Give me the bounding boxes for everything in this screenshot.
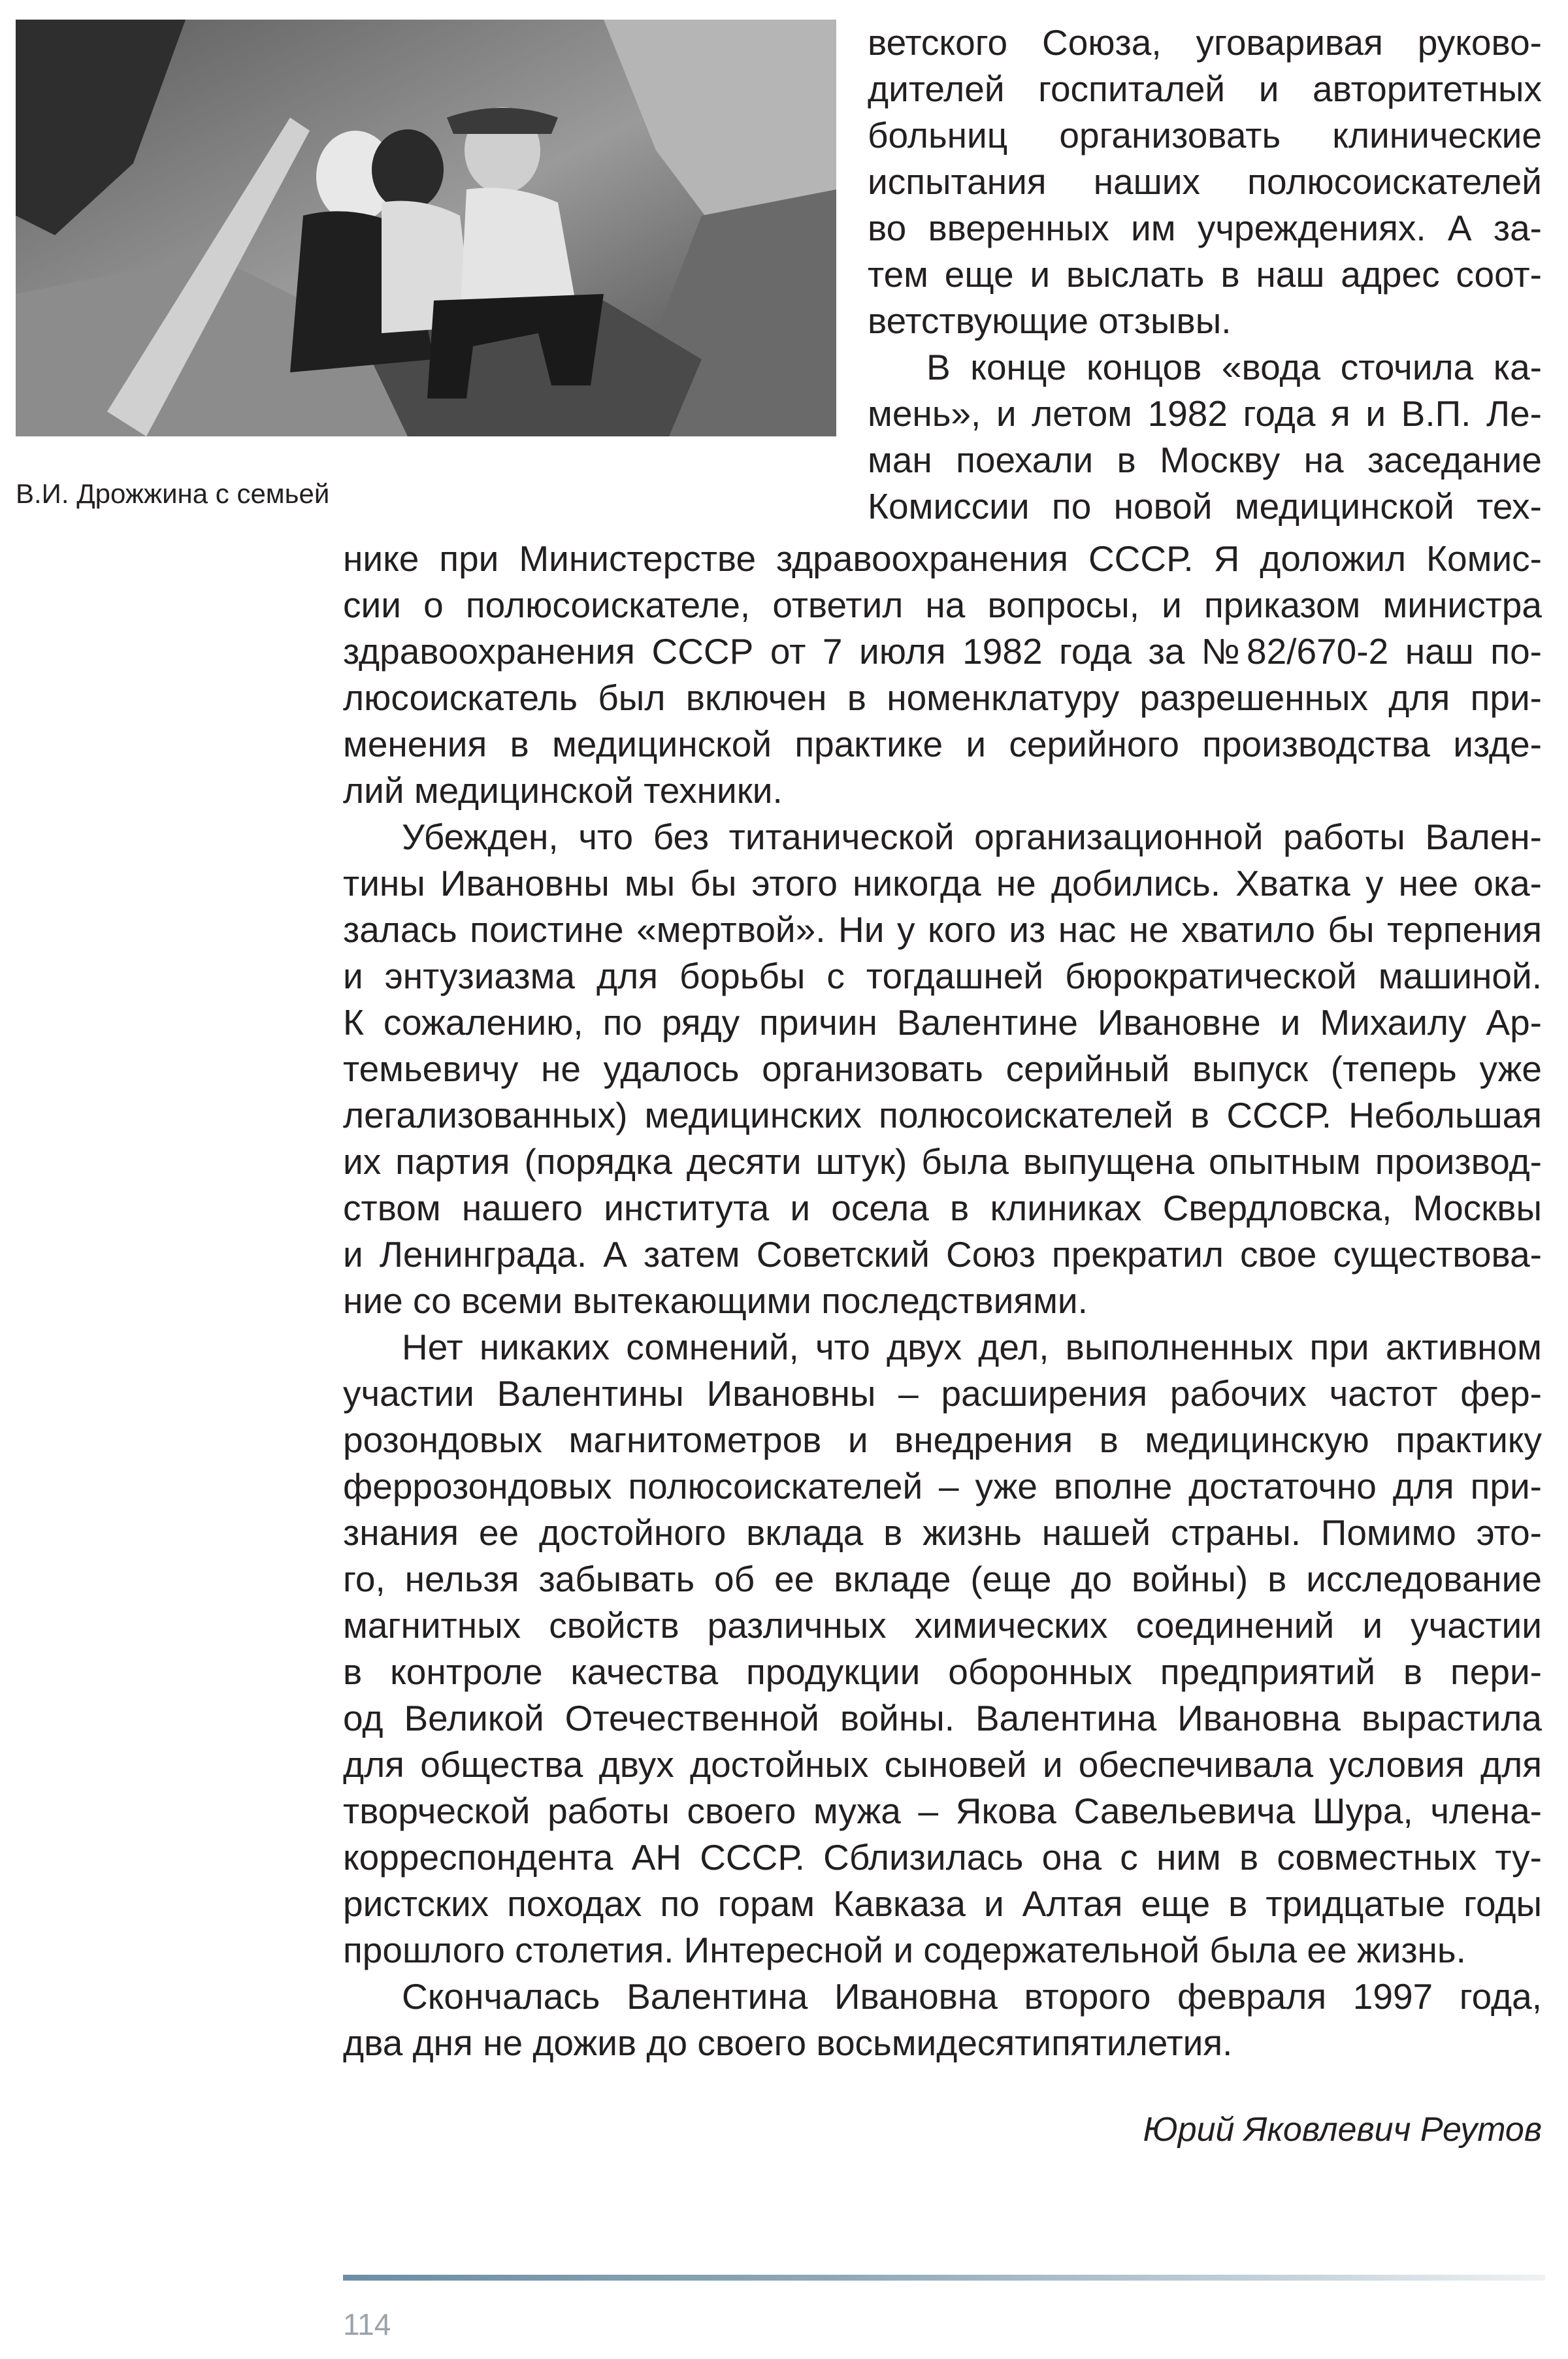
text-line: магнитных свойств различных химических соединений и участии — [343, 1605, 1542, 1646]
article-text-main — [343, 536, 1542, 2066]
text-line: Комиссии по новой медицинской тех- — [868, 486, 1542, 527]
text-line: тем еще и выслать в наш адрес соот- — [868, 254, 1542, 295]
text-line: знания ее достойного вклада в жизнь нашей страны. Помимо это- — [343, 1512, 1542, 1553]
page-number: 114 — [343, 2307, 391, 2341]
text-line: в контроле качества продукции оборонных предприятий в пери- — [343, 1651, 1542, 1692]
text-line: прошлого столетия. Интересной и содержательной была ее жизнь. — [343, 1930, 1466, 1970]
text-line: нике при Министерстве здравоохранения СССР. Я доложил Комис- — [343, 538, 1542, 579]
text-line: ман поехали в Москву на заседание — [868, 440, 1542, 480]
text-line: здравоохранения СССР от 7 июля 1982 года за №82/670-2 наш по- — [343, 631, 1542, 672]
text-line: ристских походах по горам Кавказа и Алтая еще в тридцатые годы — [343, 1883, 1542, 1924]
text-line: В конце концов «вода сточила ка- — [926, 347, 1542, 387]
text-line: од Великой Отечественной войны. Валентина Ивановна вырастила — [343, 1698, 1542, 1738]
text-line: корреспондента АН СССР. Сблизилась она с ним в совместных ту- — [343, 1837, 1542, 1878]
photo-image — [16, 20, 836, 436]
text-line: менения в медицинской практике и серийного производства изде- — [343, 724, 1542, 764]
text-line: ние со всеми вытекающими последствиями. — [343, 1280, 1088, 1321]
text-line: и Ленинграда. А затем Советский Союз прекратил свое существова- — [343, 1234, 1542, 1275]
text-line: дителей госпиталей и авторитетных — [868, 69, 1542, 109]
text-line: Убежден, что без титанической организационной работы Вален- — [402, 817, 1542, 857]
text-line: ветствующие отзывы. — [868, 301, 1232, 341]
text-line: для общества двух достойных сыновей и обеспечивала условия для — [343, 1744, 1542, 1785]
text-line: люсоискатель был включен в номенклатуру разрешенных для при- — [343, 677, 1542, 718]
text-line: ством нашего института и осела в клиниках Свердловска, Москвы — [343, 1188, 1542, 1228]
text-line: сии о полюсоискателе, ответил на вопросы, и приказом министра — [343, 585, 1542, 625]
text-line: ветского Союза, уговаривая руково- — [868, 22, 1542, 63]
text-line: участии Валентины Ивановны – расширения рабочих частот фер- — [343, 1373, 1542, 1414]
text-line: го, нельзя забывать об ее вкладе (еще до войны) в исследование — [343, 1559, 1542, 1599]
photo-caption: В.И. Дрожжина с семьей — [16, 478, 330, 509]
text-line: Скончалась Валентина Ивановна второго февраля 1997 года, — [402, 1976, 1542, 2017]
footer-rule — [343, 2275, 1545, 2281]
author-signature: Юрий Яковлевич Реутов — [1143, 2111, 1542, 2149]
text-line: лий медицинской техники. — [343, 770, 783, 811]
text-line: легализованных) медицинских полюсоискателей в СССР. Небольшая — [343, 1095, 1542, 1135]
text-line: К сожалению, по ряду причин Валентине Ивановне и Михаилу Ар- — [343, 1002, 1542, 1043]
text-line: залась поистине «мертвой». Ни у кого из нас не хватило бы терпения — [343, 909, 1542, 950]
text-line: мень», и летом 1982 года я и В.П. Ле- — [868, 393, 1542, 434]
text-line: творческой работы своего мужа – Якова Савельевича Шура, члена- — [343, 1791, 1542, 1831]
article-text-top — [868, 20, 1542, 530]
text-line: тины Ивановны мы бы этого никогда не добились. Хватка у нее ока- — [343, 863, 1542, 903]
text-line: два дня не дожив до своего восьмидесятипятилетия. — [343, 2023, 1233, 2063]
text-line: во вверенных им учреждениях. А за- — [868, 208, 1542, 248]
family-photo — [16, 20, 836, 436]
text-line: розондовых магнитометров и внедрения в медицинскую практику — [343, 1420, 1542, 1460]
text-line: феррозондовых полюсоискателей – уже вполне достаточно для при- — [343, 1466, 1542, 1506]
text-line: темьевичу не удалось организовать серийный выпуск (теперь уже — [343, 1049, 1542, 1089]
text-line: и энтузиазма для борьбы с тогдашней бюрократической машиной. — [343, 956, 1542, 996]
text-line: их партия (порядка десяти штук) была выпущена опытным производ- — [343, 1141, 1542, 1182]
text-line: испытания наших полюсоискателей — [868, 161, 1542, 202]
text-line: больниц организовать клинические — [868, 115, 1542, 155]
text-line: Нет никаких сомнений, что двух дел, выполненных при активном — [402, 1327, 1542, 1367]
